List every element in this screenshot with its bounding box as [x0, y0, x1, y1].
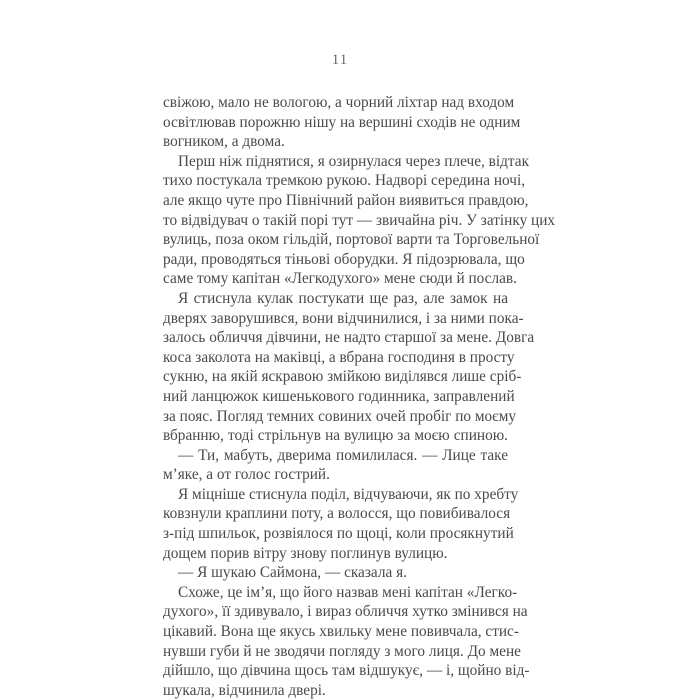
text-line: але якщо чуте про Північний район виявиться правдою, [163, 191, 529, 209]
text-line: дощем порив вітру знову поглинув вулицю. [163, 544, 448, 562]
text-line: дверях заворушився, вони відчинилися, і за ними пока- [163, 309, 524, 327]
text-line: Я міцніше стиснула поділ, відчуваючи, як по хребту [178, 485, 519, 503]
text-line: вогником, а двома. [163, 133, 285, 151]
text-line: м’яке, а от голос гострий. [163, 466, 330, 484]
text-line: духого», її здивувало, і вираз обличчя хутко змінився на [163, 603, 528, 621]
text-line: свіжою, мало не вологою, а чорний ліхтар над входом [163, 94, 515, 111]
text-line: цікавий. Вона ще якусь хвильку мене повивчала, стис- [163, 623, 519, 641]
text-line: Я стиснула кулак постукати ще раз, але замок на [178, 289, 508, 307]
paragraph [163, 93, 521, 152]
text-line: залось обличчя дівчини, не надто старшої за мене. Довга [163, 329, 535, 347]
dialogue-paragraph [163, 446, 508, 485]
text-line: Схоже, це ім’я, що його назвав мені капітан «Легко- [178, 583, 518, 601]
paragraph [163, 485, 519, 563]
paragraph [163, 289, 535, 446]
paragraph [163, 152, 556, 289]
text-line: тихо постукала тремкою рукою. Надворі середина ночі, [163, 172, 526, 190]
text-line: то відвідувач о такій порі тут — звичайна річ. У затінку цих [163, 211, 556, 229]
dialogue-paragraph [163, 563, 508, 583]
text-line: — Ти, мабуть, дверима помилилася. — Лице таке [178, 446, 508, 464]
text-line: за пояс. Погляд темних совиних очей пробіг по моєму [163, 407, 517, 425]
paragraph [163, 583, 530, 700]
text-line: ради, проводяться тіньові оборудки. Я підозрювала, що [163, 250, 525, 268]
body-text [163, 93, 556, 700]
page-number: 11 [331, 52, 349, 68]
text-line: шукала, відчинила двері. [163, 681, 326, 699]
text-line: ний ланцюжок кишенькового годинника, заправлений [163, 387, 515, 405]
text-line: Перш ніж піднятися, я озирнулася через плече, відтак [178, 152, 530, 170]
text-line: коса заколота на маківці, а вбрана господиня в просту [163, 348, 515, 366]
text-line: — Я шукаю Саймона, — сказала я. [178, 564, 407, 582]
text-line: саме тому капітан «Легкодухого» мене сюди й послав. [163, 270, 517, 288]
text-line: нувши губи й не зводячи погляду з мого лиця. До мене [163, 642, 521, 660]
text-line: з-під шпильок, розвіялося по щоці, коли просякнутий [163, 525, 514, 543]
text-line: сукню, на якій яскравою змійкою виділявся лише сріб- [163, 368, 522, 386]
text-line: вбранню, тоді стрільнув на вулицю за моєю спиною. [163, 427, 508, 445]
text-line: ковзнули краплини поту, а волосся, що повибивалося [163, 505, 511, 523]
text-line: дійшло, що дівчина щось там відшукує, — і, щойно від- [163, 662, 530, 680]
text-line: вулиць, поза оком гільдій, портової варти та Торговельної [163, 231, 540, 249]
text-line: освітлював порожню нішу на вершині сходів не одним [163, 113, 521, 131]
